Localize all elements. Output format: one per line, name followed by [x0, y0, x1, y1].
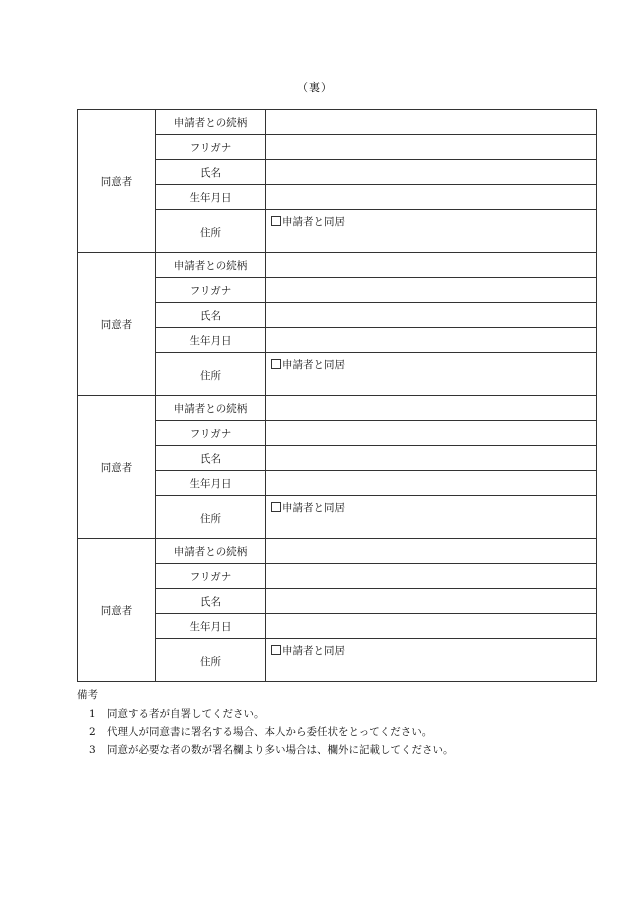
- field-label: 申請者との続柄: [156, 396, 266, 421]
- field-label: フリガナ: [156, 135, 266, 160]
- cohabit-checkbox-label: 申請者と同居: [282, 359, 345, 371]
- field-value-input[interactable]: [266, 303, 597, 328]
- field-value-input[interactable]: [266, 278, 597, 303]
- field-label: フリガナ: [156, 564, 266, 589]
- field-label: 生年月日: [156, 328, 266, 353]
- field-label: 住所: [156, 496, 266, 539]
- consent-form-table: [77, 109, 597, 682]
- consenter-row: [78, 303, 597, 328]
- consenter-row: [78, 539, 597, 564]
- consent-form-body: [78, 110, 597, 682]
- cohabit-checkbox-label: 申請者と同居: [282, 645, 345, 657]
- field-label: 住所: [156, 210, 266, 253]
- field-value-input[interactable]: [266, 110, 597, 135]
- field-label: 氏名: [156, 160, 266, 185]
- consenter-row: [78, 446, 597, 471]
- note-item: [89, 707, 597, 722]
- field-label: 申請者との続柄: [156, 110, 266, 135]
- cohabit-checkbox[interactable]: [271, 502, 281, 512]
- field-label: 氏名: [156, 589, 266, 614]
- cohabit-checkbox[interactable]: [271, 645, 281, 655]
- consenter-group-label: 同意者: [78, 253, 156, 396]
- consenter-row: [78, 253, 597, 278]
- note-number: 1: [89, 708, 96, 720]
- field-value-input[interactable]: [266, 496, 597, 539]
- field-label: 生年月日: [156, 185, 266, 210]
- consenter-row: [78, 210, 597, 253]
- field-value-input[interactable]: [266, 639, 597, 682]
- field-value-input[interactable]: [266, 396, 597, 421]
- consenter-row: [78, 353, 597, 396]
- field-value-input[interactable]: [266, 614, 597, 639]
- consenter-group-label: 同意者: [78, 539, 156, 682]
- field-label: 生年月日: [156, 471, 266, 496]
- field-value-input[interactable]: [266, 185, 597, 210]
- consenter-row: [78, 160, 597, 185]
- field-label: 申請者との続柄: [156, 253, 266, 278]
- consenter-row: [78, 471, 597, 496]
- notes-section: [77, 687, 597, 761]
- field-label: 氏名: [156, 303, 266, 328]
- field-value-input[interactable]: [266, 328, 597, 353]
- field-value-input[interactable]: [266, 353, 597, 396]
- consenter-group-label: 同意者: [78, 396, 156, 539]
- note-text: 同意する者が自署してください。: [107, 708, 265, 720]
- consenter-row: [78, 185, 597, 210]
- field-label: フリガナ: [156, 278, 266, 303]
- field-value-input[interactable]: [266, 210, 597, 253]
- notes-title: 備考: [77, 689, 98, 701]
- field-label: 住所: [156, 353, 266, 396]
- consenter-row: [78, 614, 597, 639]
- consenter-row: [78, 278, 597, 303]
- field-value-input[interactable]: [266, 589, 597, 614]
- cohabit-checkbox[interactable]: [271, 216, 281, 226]
- field-label: 住所: [156, 639, 266, 682]
- field-label: フリガナ: [156, 421, 266, 446]
- cohabit-checkbox[interactable]: [271, 359, 281, 369]
- consenter-row: [78, 564, 597, 589]
- field-label: 生年月日: [156, 614, 266, 639]
- field-value-input[interactable]: [266, 160, 597, 185]
- consenter-row: [78, 496, 597, 539]
- note-number: 2: [89, 726, 96, 738]
- cohabit-checkbox-label: 申請者と同居: [282, 502, 345, 514]
- consenter-row: [78, 110, 597, 135]
- consenter-group-label: 同意者: [78, 110, 156, 253]
- field-value-input[interactable]: [266, 421, 597, 446]
- note-item: [89, 725, 597, 740]
- consenter-row: [78, 589, 597, 614]
- field-value-input[interactable]: [266, 564, 597, 589]
- field-value-input[interactable]: [266, 446, 597, 471]
- note-item: [89, 743, 597, 758]
- consenter-row: [78, 639, 597, 682]
- cohabit-checkbox-label: 申請者と同居: [282, 216, 345, 228]
- field-value-input[interactable]: [266, 471, 597, 496]
- field-value-input[interactable]: [266, 539, 597, 564]
- consenter-row: [78, 135, 597, 160]
- consenter-row: [78, 421, 597, 446]
- note-text: 同意が必要な者の数が署名欄より多い場合は、欄外に記載してください。: [107, 744, 454, 756]
- field-label: 申請者との続柄: [156, 539, 266, 564]
- field-value-input[interactable]: [266, 253, 597, 278]
- field-value-input[interactable]: [266, 135, 597, 160]
- page-title: （裏）: [297, 81, 333, 94]
- note-text: 代理人が同意書に署名する場合、本人から委任状をとってください。: [107, 726, 433, 738]
- consenter-row: [78, 328, 597, 353]
- field-label: 氏名: [156, 446, 266, 471]
- note-number: 3: [89, 744, 96, 756]
- consenter-row: [78, 396, 597, 421]
